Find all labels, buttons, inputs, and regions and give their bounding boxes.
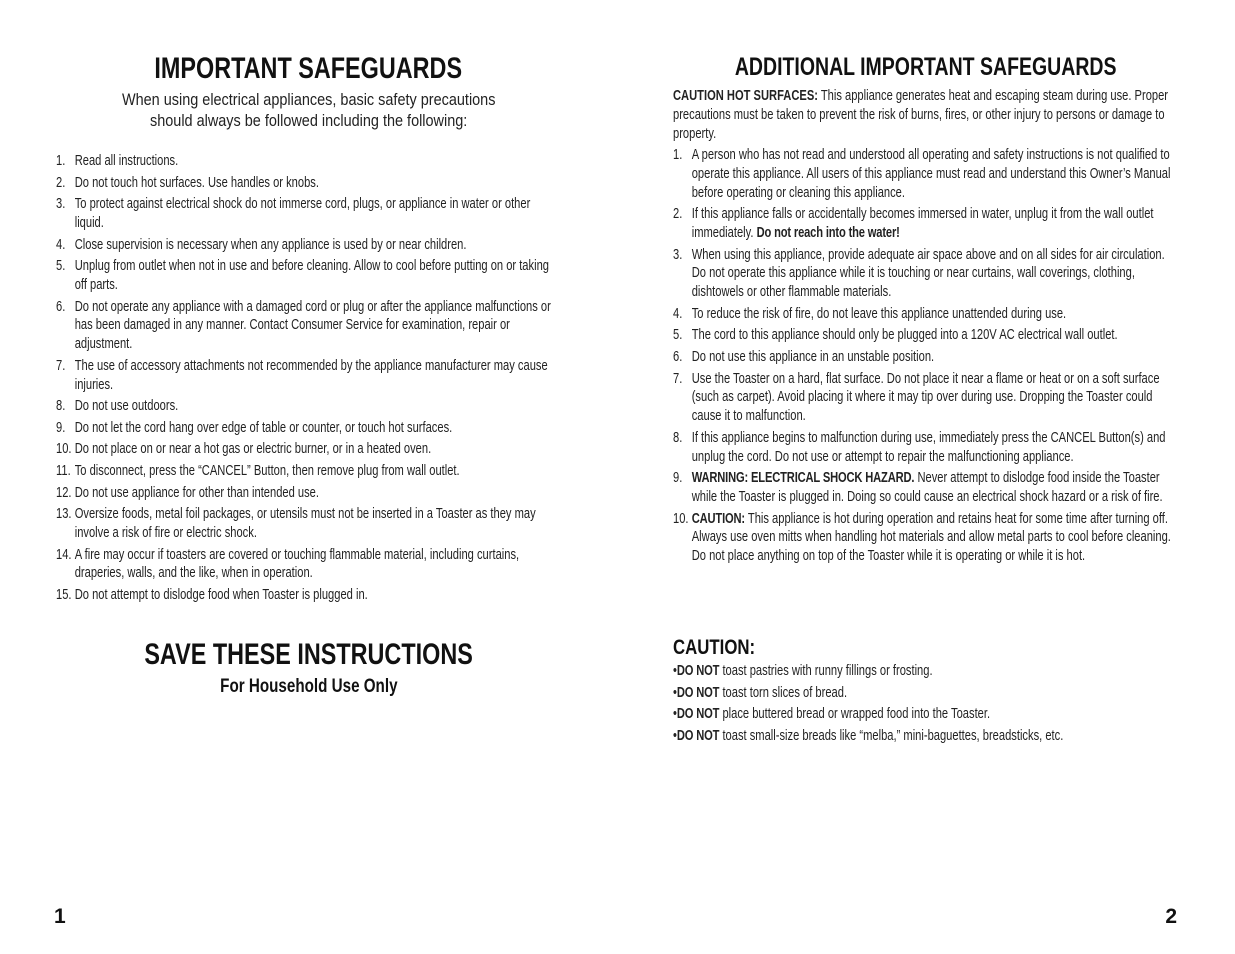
household-use-subtitle: For Household Use Only <box>219 676 398 697</box>
list-item: 12. Do not use appliance for other than intended use. <box>56 484 319 501</box>
page-number: 1 <box>54 905 66 928</box>
caution-heading: CAUTION: <box>673 636 756 659</box>
list-item: 5. The cord to this appliance should only be plugged into a 120V AC electrical wall outlet. <box>673 327 1118 344</box>
list-item: 13. Oversize foods, metal foil packages, or utensils must not be inserted in a Toaster as they may involve a risk of fire or electric shock. <box>56 506 536 541</box>
list-item: 11. To disconnect, press the “CANCEL” Button, then remove plug from wall outlet. <box>56 462 460 479</box>
bullet-item: •DO NOT toast torn slices of bread. <box>673 684 848 701</box>
list-item: 9. WARNING: ELECTRICAL SHOCK HAZARD. Never attempt to dislodge food inside the Toaster while the Toaster is plugged in. Doing so could cause an electrical shock hazard or a risk of fire. <box>673 470 1163 505</box>
list-item: 10. CAUTION: This appliance is hot during operation and retains heat for some time after turning off. Always use oven mitts when handling hot materials and allow metal parts to cool before cleaning. Do not place anything on top of the Toaster while it is operating or while it is hot. <box>673 510 1171 565</box>
page-title: ADDITIONAL IMPORTANT SAFEGUARDS <box>735 53 1117 81</box>
caution-label: CAUTION HOT SURFACES: <box>673 88 818 104</box>
left-page <box>0 0 617 954</box>
intro-text <box>0 89 617 131</box>
list-item: 7. Use the Toaster on a hard, flat surface. Do not place it near a flame or heat or on a soft surface (such as carpet). Avoid placing it where it may tip over during use. Dropping the Toaster could cause it to malfunction. <box>673 370 1160 425</box>
right-page <box>617 0 1235 954</box>
list-item: 4. Close supervision is necessary when any appliance is used by or near children. <box>56 236 467 253</box>
list-item: 6. Do not operate any appliance with a damaged cord or plug or after the appliance malfunctions or has been damaged in any manner. Contact Consumer Service for examination, repair or adjustment. <box>56 298 551 353</box>
bullet-item: •DO NOT toast small-size breads like “melba,” mini-baguettes, breadsticks, etc. <box>673 727 1064 744</box>
list-item: 9. Do not let the cord hang over edge of table or counter, or touch hot surfaces. <box>56 419 453 436</box>
list-item: 5. Unplug from outlet when not in use and before cleaning. Allow to cool before putting on or taking off parts. <box>56 258 549 293</box>
list-item: 2. Do not touch hot surfaces. Use handles or knobs. <box>56 174 319 191</box>
bullet-item: •DO NOT toast pastries with runny fillings or frosting. <box>673 663 933 679</box>
list-item: 3. To protect against electrical shock do not immerse cord, plugs, or appliance in water or other liquid. <box>56 196 531 231</box>
list-item: 8. If this appliance begins to malfunction during use, immediately press the CANCEL Button(s) and unplug the cord. Do not use or attempt to repair the malfunctioning appliance. <box>673 429 1166 465</box>
bullet-item: •DO NOT place buttered bread or wrapped food into the Toaster. <box>673 706 991 723</box>
list-item: 4. To reduce the risk of fire, do not leave this appliance unattended during use. <box>673 305 1067 322</box>
list-item: 2. If this appliance falls or accidentally becomes immersed in water, unplug it from the wall outlet immediately. Do not reach into the water! <box>673 206 1154 241</box>
page-number: 2 <box>1165 905 1177 928</box>
list-item: 1. Read all instructions. <box>56 153 179 169</box>
caution-hot-surfaces: CAUTION HOT SURFACES: This appliance generates heat and escaping steam during use. Proper precautions must be taken to prevent the risk of burns, fires, or other injury to persons or damage to property. <box>673 88 1169 142</box>
list-item: 1. A person who has not read and understood all operating and safety instructions is not qualified to operate this appliance. All users of this appliance must read and understand this Owner’s Manual before operating or cleaning this appliance. <box>673 147 1171 201</box>
list-item: 6. Do not use this appliance in an unstable position. <box>673 348 935 365</box>
safeguards-list <box>56 152 555 607</box>
list-item: 14. A fire may occur if toasters are covered or touching flammable material, including curtains, draperies, walls, and the like, when in operation. <box>56 546 520 582</box>
page-title: IMPORTANT SAFEGUARDS <box>154 52 463 85</box>
intro-line-1: When using electrical appliances, basic safety precautions <box>121 90 496 109</box>
list-item: 10. Do not place on or near a hot gas or electric burner, or in a heated oven. <box>56 441 432 458</box>
caution-bullet-list <box>673 662 1172 748</box>
intro-line-2: should always be followed including the following: <box>149 111 468 130</box>
list-item: 3. When using this appliance, provide adequate air space above and on all sides for air circulation. Do not operate this appliance while it is touching or near curtains, wall coverings, clothing, dishtowels or other flammable materials. <box>673 246 1165 301</box>
list-item: 15. Do not attempt to dislodge food when Toaster is plugged in. <box>56 586 368 603</box>
additional-safeguards-list <box>673 146 1172 569</box>
list-item: 7. The use of accessory attachments not recommended by the appliance manufacturer may cause injuries. <box>56 357 548 393</box>
save-instructions-heading: SAVE THESE INSTRUCTIONS <box>144 638 473 671</box>
list-item: 8. Do not use outdoors. <box>56 398 179 415</box>
